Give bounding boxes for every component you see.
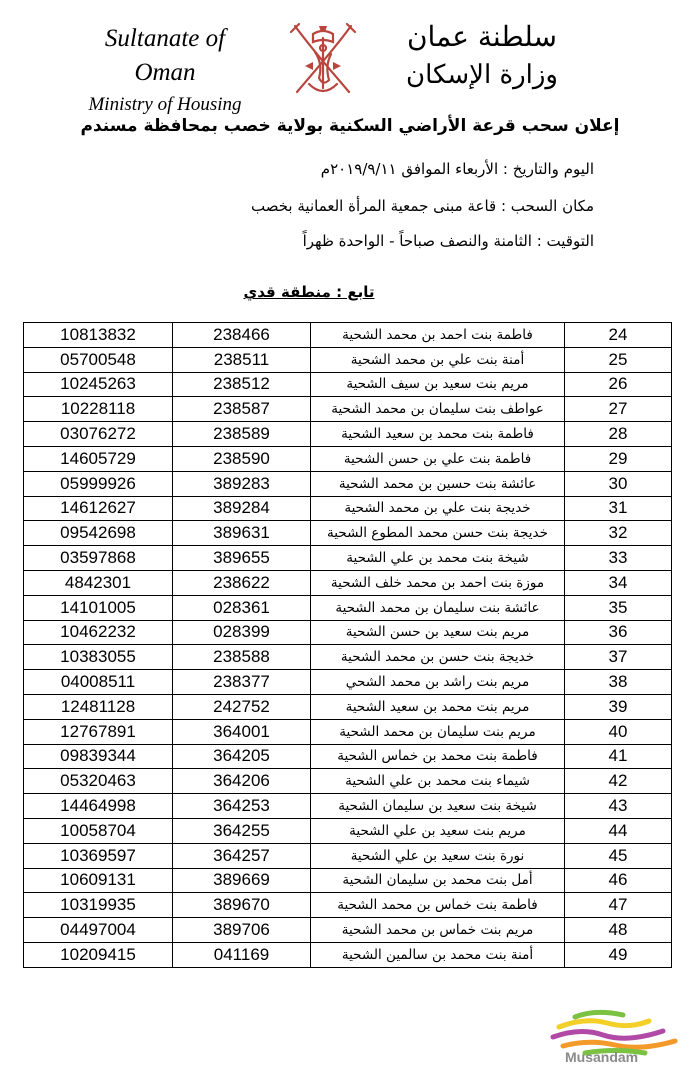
cell-phone: 09542698 [24, 521, 173, 546]
cell-reference: 389669 [173, 868, 311, 893]
cell-reference: 028399 [173, 620, 311, 645]
cell-reference: 238587 [173, 397, 311, 422]
cell-phone: 10228118 [24, 397, 173, 422]
cell-name: مريم بنت سعيد بن حسن الشحية [311, 620, 565, 645]
cell-phone: 04497004 [24, 918, 173, 943]
cell-name: مريم بنت خماس بن محمد الشحية [311, 918, 565, 943]
cell-number: 38 [565, 670, 672, 695]
draw-time: التوقيت : الثامنة والنصف صباحاً - الواحدة ظهراً [302, 232, 594, 250]
table-row [24, 744, 672, 769]
cell-number: 33 [565, 546, 672, 571]
cell-reference: 238377 [173, 670, 311, 695]
cell-number: 24 [565, 323, 672, 348]
cell-name: مريم بنت سعيد بن علي الشحية [311, 818, 565, 843]
table-row [24, 794, 672, 819]
cell-number: 41 [565, 744, 672, 769]
table-row [24, 422, 672, 447]
cell-phone: 14101005 [24, 595, 173, 620]
cell-number: 39 [565, 694, 672, 719]
cell-name: شيخة بنت محمد بن علي الشحية [311, 546, 565, 571]
cell-number: 26 [565, 372, 672, 397]
ministry-header-arabic [392, 18, 572, 94]
section-subtitle: تابع : منطقة قدي [243, 283, 375, 301]
table-row [24, 645, 672, 670]
cell-number: 25 [565, 347, 672, 372]
cell-phone: 14464998 [24, 794, 173, 819]
cell-name: فاطمة بنت محمد بن سعيد الشحية [311, 422, 565, 447]
draw-date: اليوم والتاريخ : الأربعاء الموافق ٢٠١٩/٩/١١م [320, 160, 594, 178]
cell-number: 44 [565, 818, 672, 843]
cell-phone: 10369597 [24, 843, 173, 868]
cell-name: خديجة بنت حسن بن محمد الشحية [311, 645, 565, 670]
country-name-arabic: سلطنة عمان [406, 20, 558, 53]
cell-reference: 028361 [173, 595, 311, 620]
cell-phone: 14605729 [24, 446, 173, 471]
cell-number: 42 [565, 769, 672, 794]
table-row [24, 620, 672, 645]
cell-name: عائشة بنت حسين بن محمد الشحية [311, 471, 565, 496]
cell-name: خديجة بنت حسن محمد المطوع الشحية [311, 521, 565, 546]
winners-table [23, 322, 672, 968]
table-row [24, 323, 672, 348]
cell-name: مريم بنت سليمان بن محمد الشحية [311, 719, 565, 744]
table-row [24, 670, 672, 695]
cell-phone: 03076272 [24, 422, 173, 447]
cell-number: 34 [565, 570, 672, 595]
cell-name: مريم بنت محمد بن سعيد الشحية [311, 694, 565, 719]
cell-number: 46 [565, 868, 672, 893]
cell-name: أمل بنت محمد بن سليمان الشحية [311, 868, 565, 893]
cell-number: 47 [565, 893, 672, 918]
announcement-title: إعلان سحب قرعة الأراضي السكنية بولاية خصب بمحافظة مسندم [80, 116, 620, 136]
oman-emblem-icon [283, 18, 363, 100]
table-row [24, 694, 672, 719]
table-row [24, 446, 672, 471]
cell-reference: 238511 [173, 347, 311, 372]
cell-name: مريم بنت سعيد بن سيف الشحية [311, 372, 565, 397]
cell-number: 43 [565, 794, 672, 819]
cell-phone: 10245263 [24, 372, 173, 397]
cell-name: فاطمة بنت علي بن حسن الشحية [311, 446, 565, 471]
table-row [24, 397, 672, 422]
cell-name: فاطمة بنت محمد بن خماس الشحية [311, 744, 565, 769]
cell-phone: 09839344 [24, 744, 173, 769]
cell-name: أمنة بنت علي بن محمد الشحية [311, 347, 565, 372]
table-row [24, 546, 672, 571]
cell-reference: 389706 [173, 918, 311, 943]
cell-name: شيماء بنت محمد بن علي الشحية [311, 769, 565, 794]
cell-reference: 389283 [173, 471, 311, 496]
cell-number: 30 [565, 471, 672, 496]
table-row [24, 521, 672, 546]
cell-phone: 03597868 [24, 546, 173, 571]
cell-phone: 10209415 [24, 942, 173, 967]
table-row [24, 918, 672, 943]
cell-reference: 364253 [173, 794, 311, 819]
cell-number: 35 [565, 595, 672, 620]
cell-reference: 389655 [173, 546, 311, 571]
cell-name: مريم بنت راشد بن محمد الشحي [311, 670, 565, 695]
cell-phone: 05999926 [24, 471, 173, 496]
cell-phone: 05700548 [24, 347, 173, 372]
draw-place: مكان السحب : قاعة مبنى جمعية المرأة العمانية بخصب [251, 197, 594, 215]
cell-number: 48 [565, 918, 672, 943]
table-row [24, 868, 672, 893]
cell-reference: 238590 [173, 446, 311, 471]
cell-reference: 389284 [173, 496, 311, 521]
cell-reference: 238512 [173, 372, 311, 397]
cell-reference: 242752 [173, 694, 311, 719]
table-row [24, 570, 672, 595]
cell-reference: 041169 [173, 942, 311, 967]
cell-name: عواطف بنت سليمان بن محمد الشحية [311, 397, 565, 422]
cell-number: 36 [565, 620, 672, 645]
cell-phone: 10383055 [24, 645, 173, 670]
cell-name: شيخة بنت سعيد بن سليمان الشحية [311, 794, 565, 819]
ministry-name-arabic: وزارة الإسكان [406, 60, 558, 90]
table-row [24, 843, 672, 868]
table-row [24, 347, 672, 372]
watermark-text: Musandam [565, 1049, 639, 1065]
cell-reference: 364205 [173, 744, 311, 769]
cell-reference: 364257 [173, 843, 311, 868]
cell-reference: 238588 [173, 645, 311, 670]
table-row [24, 496, 672, 521]
cell-name: موزة بنت احمد بن محمد خلف الشحية [311, 570, 565, 595]
table-row [24, 595, 672, 620]
cell-number: 28 [565, 422, 672, 447]
cell-reference: 364001 [173, 719, 311, 744]
ministry-header-english [80, 22, 250, 120]
cell-number: 31 [565, 496, 672, 521]
cell-number: 40 [565, 719, 672, 744]
cell-phone: 12481128 [24, 694, 173, 719]
table-row [24, 818, 672, 843]
table-row [24, 719, 672, 744]
cell-reference: 238622 [173, 570, 311, 595]
cell-name: أمنة بنت محمد بن سالمين الشحية [311, 942, 565, 967]
cell-reference: 238466 [173, 323, 311, 348]
cell-reference: 389670 [173, 893, 311, 918]
cell-name: فاطمة بنت احمد بن محمد الشحية [311, 323, 565, 348]
cell-number: 32 [565, 521, 672, 546]
cell-phone: 12767891 [24, 719, 173, 744]
cell-phone: 10319935 [24, 893, 173, 918]
country-name-english: Sultanate of Oman [104, 25, 226, 86]
cell-phone: 4842301 [24, 570, 173, 595]
ministry-name-english: Ministry of Housing [88, 94, 242, 115]
cell-name: عائشة بنت سليمان بن محمد الشحية [311, 595, 565, 620]
cell-number: 29 [565, 446, 672, 471]
cell-phone: 10462232 [24, 620, 173, 645]
cell-number: 49 [565, 942, 672, 967]
cell-reference: 364206 [173, 769, 311, 794]
table-row [24, 471, 672, 496]
cell-name: خديجة بنت علي بن محمد الشحية [311, 496, 565, 521]
cell-phone: 04008511 [24, 670, 173, 695]
cell-name: نورة بنت سعيد بن علي الشحية [311, 843, 565, 868]
cell-phone: 05320463 [24, 769, 173, 794]
cell-number: 27 [565, 397, 672, 422]
cell-reference: 238589 [173, 422, 311, 447]
table-row [24, 372, 672, 397]
cell-phone: 10058704 [24, 818, 173, 843]
cell-name: فاطمة بنت خماس بن محمد الشحية [311, 893, 565, 918]
table-row [24, 893, 672, 918]
table-row [24, 769, 672, 794]
cell-number: 45 [565, 843, 672, 868]
cell-number: 37 [565, 645, 672, 670]
cell-reference: 389631 [173, 521, 311, 546]
cell-phone: 10813832 [24, 323, 173, 348]
cell-reference: 364255 [173, 818, 311, 843]
cell-phone: 14612627 [24, 496, 173, 521]
cell-phone: 10609131 [24, 868, 173, 893]
table-row [24, 942, 672, 967]
